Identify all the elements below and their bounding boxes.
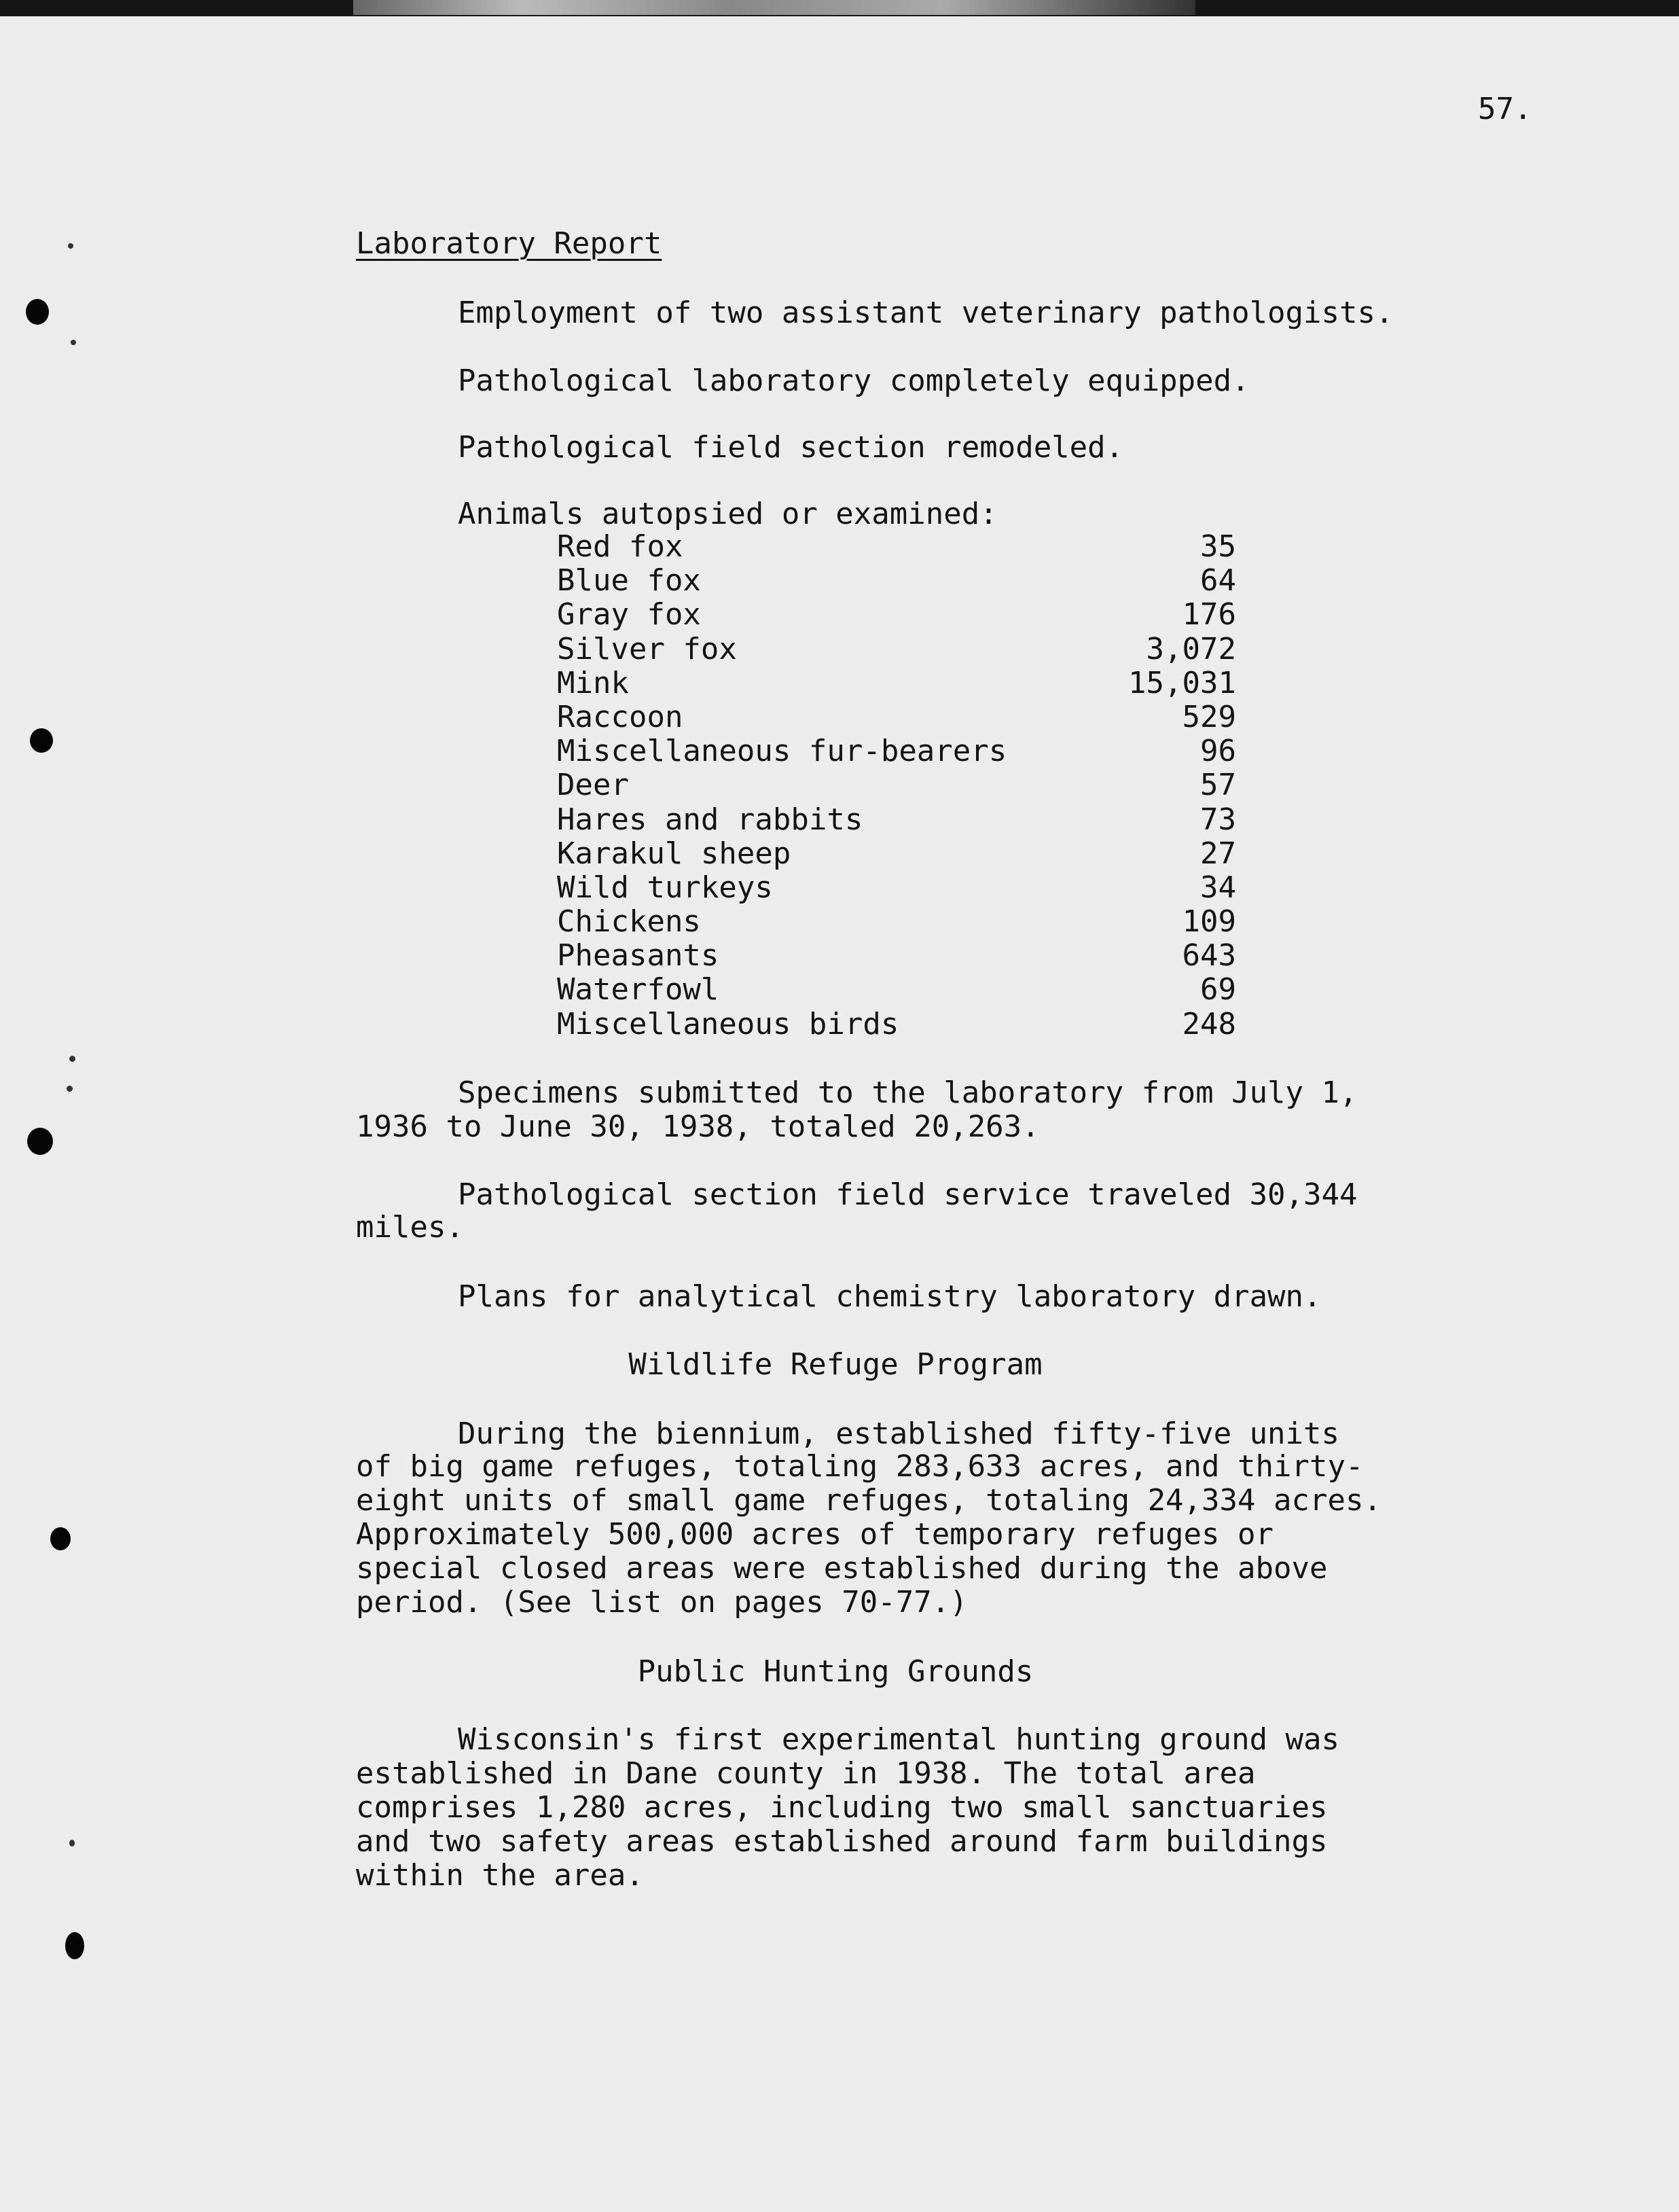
item-field-section: Pathological field section remodeled.: [458, 430, 1124, 465]
list-item: [557, 768, 1236, 802]
animal-count: 643: [1182, 938, 1236, 974]
specimens-line-2: 1936 to June 30, 1938, totaled 20,263.: [356, 1109, 1040, 1144]
page-number: 57.: [1478, 92, 1532, 126]
animal-count: 69: [1200, 972, 1236, 1007]
animal-name: Miscellaneous fur-bearers: [557, 734, 1007, 769]
list-item: [557, 530, 1236, 564]
field-service-line-2: miles.: [356, 1210, 464, 1245]
hunting-line-3: comprises 1,280 acres, including two small sanctuaries: [356, 1790, 1328, 1825]
animal-count: 73: [1200, 802, 1236, 837]
list-item: [557, 939, 1236, 973]
list-item: [557, 734, 1236, 768]
item-laboratory-equipped: Pathological laboratory completely equipped.: [458, 363, 1250, 398]
section-title: Laboratory Report: [356, 226, 662, 261]
refuge-line-6: period. (See list on pages 70-77.): [356, 1585, 968, 1620]
list-item: [557, 564, 1236, 598]
animal-name: Wild turkeys: [557, 870, 773, 905]
list-item: [557, 1007, 1236, 1041]
field-service-line-1: Pathological section field service traveled 30,344: [458, 1177, 1358, 1212]
animal-name: Miscellaneous birds: [557, 1006, 899, 1041]
binder-hole-1: [26, 299, 49, 325]
animal-count: 3,072: [1146, 631, 1236, 666]
binder-hole-4: [50, 1527, 71, 1550]
animal-count: 529: [1182, 699, 1236, 734]
plans-item: Plans for analytical chemistry laboratory drawn.: [458, 1279, 1322, 1314]
list-item: [557, 700, 1236, 734]
refuge-line-2: of big game refuges, totaling 283,633 acres, and thirty-: [356, 1449, 1364, 1484]
animals-heading: Animals autopsied or examined:: [458, 497, 998, 531]
refuge-line-3: eight units of small game refuges, totaling 24,334 acres.: [356, 1483, 1382, 1518]
binder-hole-2: [30, 728, 53, 753]
list-item: [557, 905, 1236, 939]
animal-count: 35: [1200, 529, 1236, 564]
animal-name: Hares and rabbits: [557, 802, 863, 837]
animal-name: Mink: [557, 665, 629, 700]
specimens-line-1: Specimens submitted to the laboratory from July 1,: [458, 1075, 1358, 1110]
list-item: [557, 666, 1236, 700]
animal-count: 64: [1200, 563, 1236, 599]
refuge-line-5: special closed areas were established during the above: [356, 1551, 1328, 1586]
animal-name: Blue fox: [557, 563, 701, 599]
animal-name: Silver fox: [557, 631, 737, 666]
animal-count: 248: [1182, 1006, 1236, 1041]
animal-count: 96: [1200, 734, 1236, 769]
animal-name: Waterfowl: [557, 972, 719, 1007]
animal-name: Karakul sheep: [557, 836, 791, 871]
list-item: [557, 837, 1236, 871]
list-item: [557, 803, 1236, 837]
animal-count: 57: [1200, 768, 1236, 803]
animal-count: 15,031: [1128, 665, 1236, 700]
list-item: [557, 871, 1236, 905]
animal-name: Red fox: [557, 529, 683, 564]
animal-name: Deer: [557, 768, 629, 803]
margin-speck: [69, 1840, 75, 1847]
list-item: [557, 632, 1236, 666]
animal-name: Pheasants: [557, 938, 719, 974]
hunting-line-5: within the area.: [356, 1858, 644, 1893]
binder-hole-5: [65, 1932, 84, 1959]
animal-count: 27: [1200, 836, 1236, 871]
animal-count: 34: [1200, 870, 1236, 905]
animal-count: 176: [1182, 597, 1236, 632]
margin-speck: [71, 340, 76, 345]
animals-list: [557, 530, 1236, 1041]
animal-name: Gray fox: [557, 597, 701, 632]
hunting-line-2: established in Dane county in 1938. The total area: [356, 1756, 1256, 1791]
margin-speck: [67, 1086, 73, 1092]
binder-hole-3: [27, 1128, 53, 1155]
list-item: [557, 973, 1236, 1007]
animal-count: 109: [1182, 904, 1236, 940]
refuge-line-1: During the biennium, established fifty-five units: [458, 1416, 1340, 1451]
margin-speck: [69, 1056, 75, 1062]
refuge-title: Wildlife Refuge Program: [628, 1347, 1043, 1382]
hunting-line-4: and two safety areas established around farm buildings: [356, 1824, 1328, 1859]
refuge-line-4: Approximately 500,000 acres of temporary refuges or: [356, 1517, 1274, 1552]
hunting-title: Public Hunting Grounds: [637, 1654, 1034, 1689]
hunting-line-1: Wisconsin's first experimental hunting ground was: [458, 1722, 1340, 1757]
list-item: [557, 598, 1236, 632]
item-employment: Employment of two assistant veterinary pathologists.: [458, 296, 1394, 330]
scan-top-edge-highlight: [353, 0, 1195, 15]
animal-name: Chickens: [557, 904, 701, 940]
margin-speck: [68, 243, 73, 249]
animal-name: Raccoon: [557, 699, 683, 734]
